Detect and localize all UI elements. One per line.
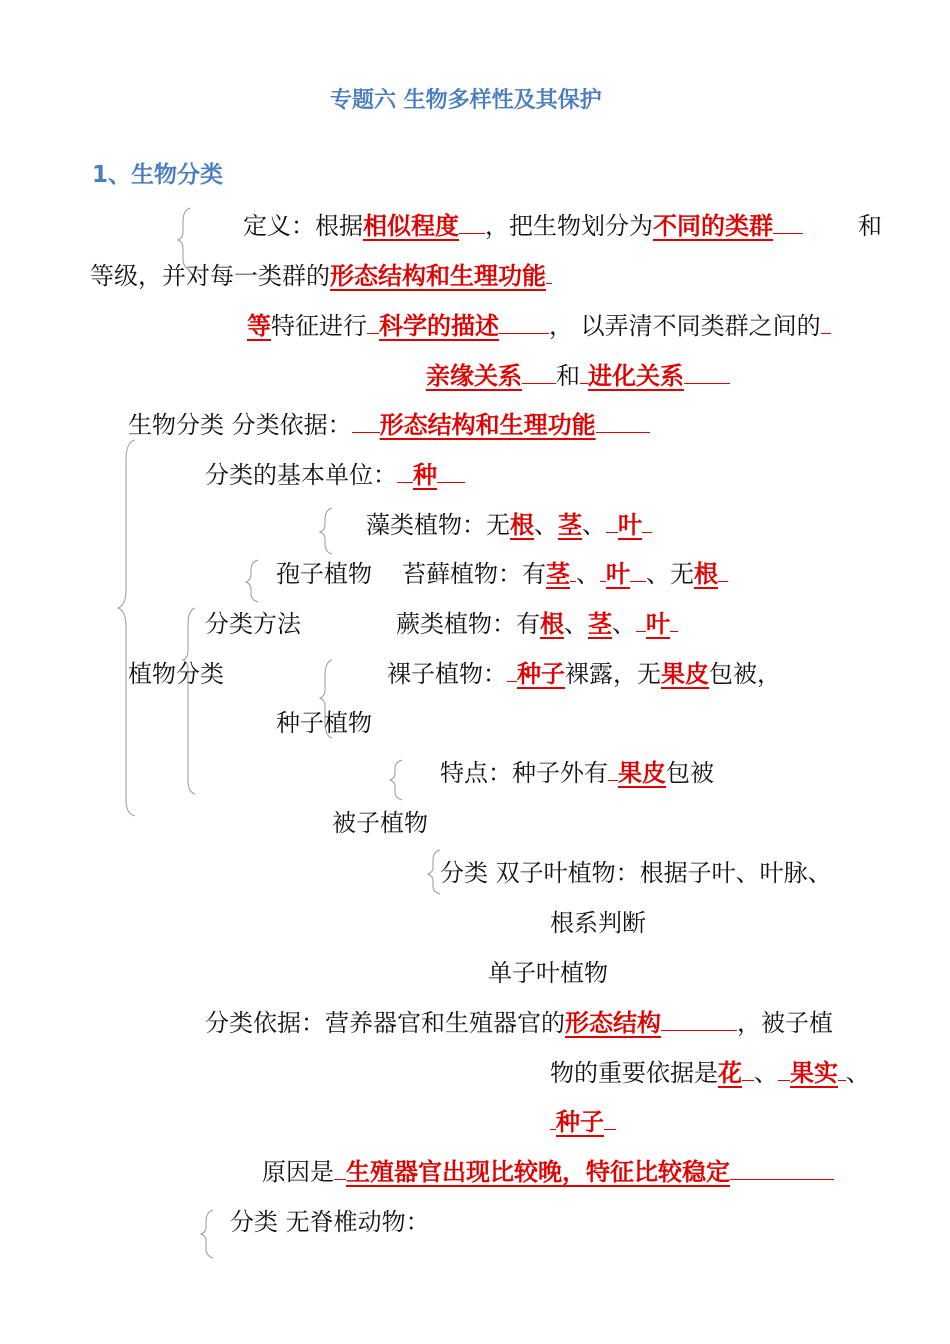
- blank-line: [459, 211, 485, 234]
- blank-line: [604, 1107, 616, 1130]
- definition-line-4: [426, 361, 730, 391]
- cls-brace: [428, 850, 440, 894]
- cls-basis-line-3: [550, 1107, 616, 1137]
- blank-line: [642, 510, 652, 533]
- cls-basis-line: [205, 1008, 833, 1038]
- cls-basis-text-2: ，被子植: [737, 1009, 833, 1037]
- unit-line: [205, 460, 465, 490]
- definition-line-1: [243, 211, 803, 241]
- separator: 、: [754, 1059, 778, 1087]
- algae-answer-2: 茎: [558, 511, 582, 539]
- algae-answer-3: 叶: [618, 511, 642, 539]
- blank-line: [742, 1058, 754, 1081]
- separator: 、无: [646, 560, 694, 588]
- blank-line: [821, 311, 831, 334]
- fern-answer-2: 茎: [588, 610, 612, 638]
- blank-line: [838, 1058, 846, 1081]
- fern-line: [396, 609, 678, 639]
- cls-basis-text-3: 物的重要依据是: [550, 1059, 718, 1087]
- blank-line: [499, 311, 549, 334]
- gymno-answer-1: 种子: [517, 660, 565, 688]
- moss-answer-1: 茎: [546, 560, 570, 588]
- feature-answer: 果皮: [618, 759, 666, 787]
- method-brace: [183, 608, 195, 794]
- page-title: 专题六 生物多样性及其保护: [330, 88, 602, 113]
- gymno-text: 裸子植物：: [387, 660, 507, 688]
- basis-answer: 形态结构和生理功能: [379, 411, 596, 439]
- algae-answer-1: 根: [510, 511, 534, 539]
- gymno-text-2: 裸露，无: [565, 660, 661, 688]
- plant-class-label: 植物分类: [128, 660, 224, 688]
- basis-line: [128, 410, 650, 440]
- moss-answer-2: 叶: [606, 560, 630, 588]
- blank-line: [636, 609, 646, 632]
- spore-label: 孢子植物: [276, 560, 372, 588]
- angio-label: 被子植物: [332, 809, 428, 837]
- algae-brace: [320, 508, 332, 554]
- blank-line: [596, 410, 650, 433]
- def-text-7: 和: [556, 362, 580, 390]
- blank-line: [718, 559, 728, 582]
- blank-line: [608, 758, 618, 781]
- section-heading: 1、生物分类: [92, 162, 224, 188]
- dicot-line-2: 根系判断: [550, 909, 646, 937]
- cls-basis-answer-2: 花: [718, 1059, 742, 1087]
- cls-basis-answer-1: 形态结构: [565, 1009, 661, 1037]
- reason-text: 原因是: [262, 1158, 334, 1186]
- reason-line: [262, 1157, 834, 1187]
- blank-line: [630, 559, 646, 582]
- moss-answer-3: 根: [694, 560, 718, 588]
- blank-line: [437, 460, 465, 483]
- separator: 、: [534, 511, 558, 539]
- feature-text-2: 包被: [666, 759, 714, 787]
- def-answer-3: 形态结构和生理功能: [330, 262, 546, 290]
- gymno-text-3: 包被，: [709, 660, 781, 688]
- def-answer-2: 不同的类群: [653, 212, 773, 240]
- separator: 、: [846, 1059, 870, 1087]
- def-answer-4: 等: [247, 312, 271, 340]
- unit-label: 分类的基本单位：: [205, 461, 397, 489]
- main-brace: [118, 440, 135, 816]
- separator: 、: [564, 610, 588, 638]
- def-text-6: ， 以弄清不同类群之间的: [549, 312, 821, 340]
- fern-answer-3: 叶: [646, 610, 670, 638]
- def-answer-1: 相似程度: [363, 212, 459, 240]
- cls-basis-answer-3: 果实: [790, 1059, 838, 1087]
- def-text-3: 和: [858, 212, 882, 240]
- fern-answer-1: 根: [540, 610, 564, 638]
- blank-line: [334, 1157, 346, 1180]
- algae-line: [366, 510, 652, 540]
- cls-basis-answer-4: 种子: [556, 1108, 604, 1136]
- definition-line-2: [90, 261, 552, 291]
- blank-line: [367, 311, 379, 334]
- cls-basis-text: 分类依据：营养器官和生殖器官的: [205, 1009, 565, 1037]
- monocot-label: 单子叶植物: [488, 959, 608, 987]
- blank-line: [661, 1008, 737, 1031]
- cls-basis-line-2: [550, 1058, 870, 1088]
- def-label: 定义：根据: [243, 212, 363, 240]
- blank-line: [397, 460, 413, 483]
- feature-line: [440, 758, 714, 788]
- blank-line: [730, 1157, 834, 1180]
- def-answer-5: 科学的描述: [379, 312, 499, 340]
- blank-line: [606, 510, 618, 533]
- spore-brace: [246, 560, 258, 602]
- def-answer-6: 亲缘关系: [426, 362, 522, 390]
- blank-line: [522, 361, 556, 384]
- basis-label: 生物分类 分类依据：: [128, 411, 352, 439]
- separator: 、: [582, 511, 606, 539]
- separator: 、: [576, 560, 600, 588]
- seed-plant-label: 种子植物: [276, 709, 372, 737]
- definition-line-3: [247, 311, 831, 341]
- blank-line: [670, 609, 678, 632]
- blank-line: [778, 1058, 790, 1081]
- def-answer-7: 进化关系: [588, 362, 684, 390]
- angio-brace: [390, 760, 402, 800]
- fern-text: 蕨类植物：有: [396, 610, 540, 638]
- unit-answer: 种: [413, 461, 437, 489]
- reason-answer: 生殖器官出现比较晚，特征比较稳定: [346, 1158, 730, 1186]
- moss-line: [402, 559, 728, 589]
- separator: 、: [612, 610, 636, 638]
- blank-line: [684, 361, 730, 384]
- def-text-2: ，把生物划分为: [485, 212, 653, 240]
- blank-line: [352, 410, 380, 433]
- feature-text: 特点：种子外有: [440, 759, 608, 787]
- moss-text: 苔藓植物：有: [402, 560, 546, 588]
- def-text-4: 等级，并对每一类群的: [90, 262, 330, 290]
- algae-text: 藻类植物：无: [366, 511, 510, 539]
- animal-brace: [201, 1210, 213, 1258]
- blank-line: [507, 659, 517, 682]
- dicot-line: 分类 双子叶植物：根据子叶、叶脉、: [440, 859, 832, 887]
- gymno-answer-2: 果皮: [661, 660, 709, 688]
- blank-line: [546, 261, 552, 284]
- blank-line: [773, 211, 803, 234]
- method-label: 分类方法: [205, 610, 301, 638]
- gymno-line: [387, 659, 781, 689]
- animal-line: 分类 无脊椎动物：: [230, 1208, 430, 1236]
- blank-line: [580, 361, 588, 384]
- def-text-5: 特征进行: [271, 312, 367, 340]
